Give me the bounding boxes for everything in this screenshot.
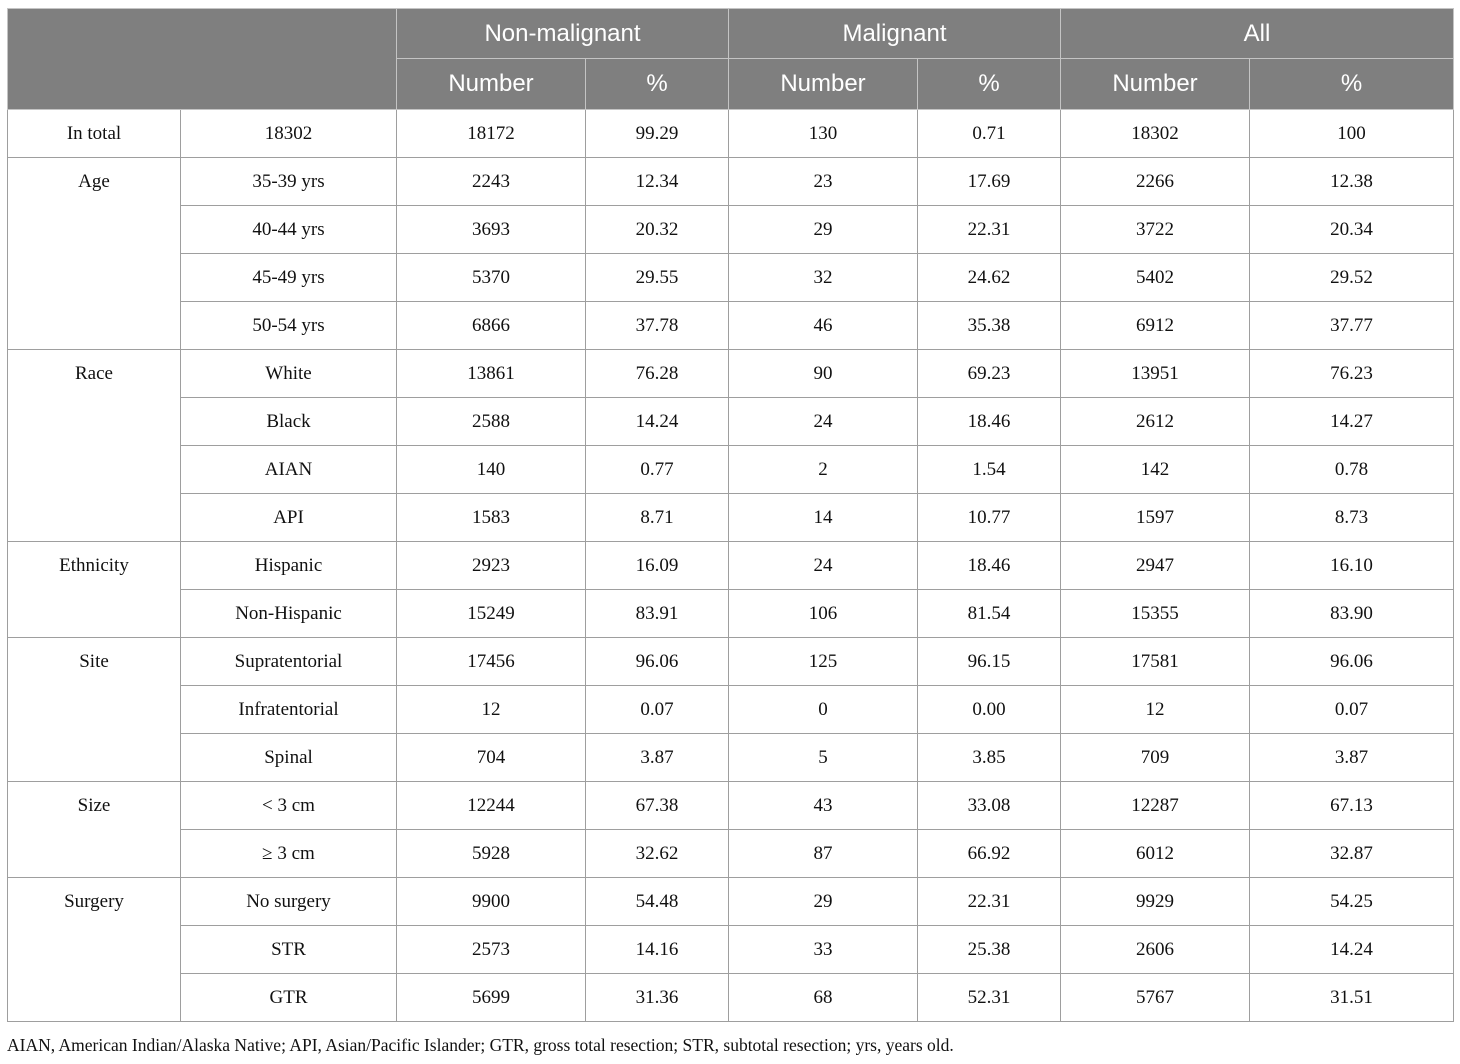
group-label-cell bbox=[8, 158, 181, 350]
group-label-cell bbox=[8, 638, 181, 782]
table-cell: 12244 bbox=[397, 782, 586, 830]
table-row bbox=[8, 446, 1454, 494]
table-cell: 6912 bbox=[1061, 302, 1250, 350]
table-cell: 67.38 bbox=[586, 782, 729, 830]
row-label: GTR bbox=[181, 974, 397, 1022]
table-cell: 43 bbox=[729, 782, 918, 830]
table-row bbox=[8, 782, 1454, 830]
table-cell: 0.71 bbox=[918, 110, 1061, 158]
table-cell: 9929 bbox=[1061, 878, 1250, 926]
header-percent: % bbox=[918, 59, 1061, 110]
group-label: Site bbox=[79, 651, 109, 672]
table-cell: 0.00 bbox=[918, 686, 1061, 734]
table-cell: 76.28 bbox=[586, 350, 729, 398]
table-cell: 5928 bbox=[397, 830, 586, 878]
row-label: 45-49 yrs bbox=[181, 254, 397, 302]
table-cell: 20.34 bbox=[1250, 206, 1454, 254]
table-footnote: AIAN, American Indian/Alaska Native; API, Asian/Pacific Islander; GTR, gross total resection; STR, subtotal resection; yrs, years old. bbox=[7, 1035, 954, 1055]
row-label: Infratentorial bbox=[181, 686, 397, 734]
table-row bbox=[8, 686, 1454, 734]
table-row bbox=[8, 830, 1454, 878]
table-cell: 24 bbox=[729, 542, 918, 590]
row-label: AIAN bbox=[181, 446, 397, 494]
row-label: Hispanic bbox=[181, 542, 397, 590]
header-percent: % bbox=[586, 59, 729, 110]
table-cell: 13861 bbox=[397, 350, 586, 398]
table-cell: 31.51 bbox=[1250, 974, 1454, 1022]
table-cell: 8.71 bbox=[586, 494, 729, 542]
table-cell: 22.31 bbox=[918, 878, 1061, 926]
table-cell: 2243 bbox=[397, 158, 586, 206]
table-cell: 25.38 bbox=[918, 926, 1061, 974]
row-label: 50-54 yrs bbox=[181, 302, 397, 350]
table-cell: 709 bbox=[1061, 734, 1250, 782]
table-body bbox=[8, 110, 1454, 1022]
table-cell: 15249 bbox=[397, 590, 586, 638]
table-cell: 5370 bbox=[397, 254, 586, 302]
table-cell: 18172 bbox=[397, 110, 586, 158]
group-label: Size bbox=[77, 795, 111, 816]
data-table bbox=[7, 8, 1454, 1022]
row-label: < 3 cm bbox=[181, 782, 397, 830]
row-label: STR bbox=[181, 926, 397, 974]
table-row bbox=[8, 158, 1454, 206]
table-cell: 83.90 bbox=[1250, 590, 1454, 638]
table-cell: 14.27 bbox=[1250, 398, 1454, 446]
table-cell: 140 bbox=[397, 446, 586, 494]
table-cell: 33.08 bbox=[918, 782, 1061, 830]
table-cell: 5 bbox=[729, 734, 918, 782]
table-cell: 8.73 bbox=[1250, 494, 1454, 542]
table-row bbox=[8, 638, 1454, 686]
table-cell: 31.36 bbox=[586, 974, 729, 1022]
table-cell: 704 bbox=[397, 734, 586, 782]
table-cell: 6012 bbox=[1061, 830, 1250, 878]
table-cell: 29.55 bbox=[586, 254, 729, 302]
row-label: ≥ 3 cm bbox=[181, 830, 397, 878]
row-label: 35-39 yrs bbox=[181, 158, 397, 206]
group-label: Surgery bbox=[64, 891, 124, 912]
table-cell: 29 bbox=[729, 878, 918, 926]
table-cell: 54.25 bbox=[1250, 878, 1454, 926]
table-row bbox=[8, 974, 1454, 1022]
table-cell: 17581 bbox=[1061, 638, 1250, 686]
table-cell: 29.52 bbox=[1250, 254, 1454, 302]
header-number: Number bbox=[1061, 59, 1250, 110]
header-malignant: Malignant bbox=[729, 9, 1061, 59]
table-cell: 3693 bbox=[397, 206, 586, 254]
table-cell: 99.29 bbox=[586, 110, 729, 158]
table-cell: 0.78 bbox=[1250, 446, 1454, 494]
table-cell: 2612 bbox=[1061, 398, 1250, 446]
table-cell: 0.07 bbox=[1250, 686, 1454, 734]
row-label: No surgery bbox=[181, 878, 397, 926]
table-cell: 1597 bbox=[1061, 494, 1250, 542]
table-cell: 23 bbox=[729, 158, 918, 206]
group-label: Age bbox=[78, 171, 110, 192]
table-row bbox=[8, 734, 1454, 782]
table-cell: 12 bbox=[1061, 686, 1250, 734]
table-cell: 15355 bbox=[1061, 590, 1250, 638]
table-cell: 1583 bbox=[397, 494, 586, 542]
table-cell: 3.87 bbox=[586, 734, 729, 782]
table-row bbox=[8, 494, 1454, 542]
table-cell: 20.32 bbox=[586, 206, 729, 254]
total-label: In total bbox=[8, 110, 181, 158]
group-label-cell bbox=[8, 878, 181, 1022]
table-cell: 2 bbox=[729, 446, 918, 494]
row-label: 40-44 yrs bbox=[181, 206, 397, 254]
table-cell: 90 bbox=[729, 350, 918, 398]
table-cell: 9900 bbox=[397, 878, 586, 926]
table-cell: 52.31 bbox=[918, 974, 1061, 1022]
header-all: All bbox=[1061, 9, 1454, 59]
table-cell: 125 bbox=[729, 638, 918, 686]
table-cell: 66.92 bbox=[918, 830, 1061, 878]
table-cell: 76.23 bbox=[1250, 350, 1454, 398]
table-cell: 96.06 bbox=[1250, 638, 1454, 686]
row-label: Supratentorial bbox=[181, 638, 397, 686]
table-cell: 130 bbox=[729, 110, 918, 158]
header-group-row bbox=[8, 9, 1454, 59]
table-cell: 17.69 bbox=[918, 158, 1061, 206]
table-row bbox=[8, 542, 1454, 590]
total-value: 18302 bbox=[181, 110, 397, 158]
table-cell: 32.87 bbox=[1250, 830, 1454, 878]
table-cell: 6866 bbox=[397, 302, 586, 350]
table-cell: 33 bbox=[729, 926, 918, 974]
table-cell: 14.16 bbox=[586, 926, 729, 974]
table-cell: 37.78 bbox=[586, 302, 729, 350]
table-cell: 2573 bbox=[397, 926, 586, 974]
table-cell: 3.85 bbox=[918, 734, 1061, 782]
table-cell: 46 bbox=[729, 302, 918, 350]
table-cell: 32 bbox=[729, 254, 918, 302]
header-number: Number bbox=[729, 59, 918, 110]
table-header bbox=[8, 9, 1454, 110]
row-label: White bbox=[181, 350, 397, 398]
table-cell: 18302 bbox=[1061, 110, 1250, 158]
table-cell: 24 bbox=[729, 398, 918, 446]
table-cell: 3.87 bbox=[1250, 734, 1454, 782]
table-cell: 13951 bbox=[1061, 350, 1250, 398]
table-cell: 16.10 bbox=[1250, 542, 1454, 590]
table-row bbox=[8, 590, 1454, 638]
table-cell: 24.62 bbox=[918, 254, 1061, 302]
table-cell: 2947 bbox=[1061, 542, 1250, 590]
table-cell: 29 bbox=[729, 206, 918, 254]
group-label: Ethnicity bbox=[59, 555, 129, 576]
table-row bbox=[8, 254, 1454, 302]
table-cell: 2606 bbox=[1061, 926, 1250, 974]
table-cell: 5402 bbox=[1061, 254, 1250, 302]
table-cell: 81.54 bbox=[918, 590, 1061, 638]
row-label: Black bbox=[181, 398, 397, 446]
table-cell: 14.24 bbox=[1250, 926, 1454, 974]
table-cell: 0.07 bbox=[586, 686, 729, 734]
table-cell: 3722 bbox=[1061, 206, 1250, 254]
table-cell: 96.06 bbox=[586, 638, 729, 686]
table-cell: 16.09 bbox=[586, 542, 729, 590]
table-row bbox=[8, 206, 1454, 254]
table-row bbox=[8, 398, 1454, 446]
group-label-cell bbox=[8, 350, 181, 542]
table-cell: 12 bbox=[397, 686, 586, 734]
header-number: Number bbox=[397, 59, 586, 110]
table-cell: 5699 bbox=[397, 974, 586, 1022]
table-cell: 54.48 bbox=[586, 878, 729, 926]
table-row bbox=[8, 926, 1454, 974]
table-cell: 12287 bbox=[1061, 782, 1250, 830]
table-cell: 2588 bbox=[397, 398, 586, 446]
table-row bbox=[8, 878, 1454, 926]
table-cell: 96.15 bbox=[918, 638, 1061, 686]
table-cell: 68 bbox=[729, 974, 918, 1022]
table-cell: 83.91 bbox=[586, 590, 729, 638]
table-cell: 18.46 bbox=[918, 542, 1061, 590]
table-cell: 1.54 bbox=[918, 446, 1061, 494]
table-row bbox=[8, 302, 1454, 350]
header-percent: % bbox=[1250, 59, 1454, 110]
table-cell: 14 bbox=[729, 494, 918, 542]
table-cell: 106 bbox=[729, 590, 918, 638]
table-cell: 0 bbox=[729, 686, 918, 734]
table-cell: 35.38 bbox=[918, 302, 1061, 350]
table-cell: 5767 bbox=[1061, 974, 1250, 1022]
table-cell: 100 bbox=[1250, 110, 1454, 158]
table-cell: 14.24 bbox=[586, 398, 729, 446]
row-label: Spinal bbox=[181, 734, 397, 782]
table-cell: 32.62 bbox=[586, 830, 729, 878]
table-cell: 2266 bbox=[1061, 158, 1250, 206]
table-cell: 142 bbox=[1061, 446, 1250, 494]
row-label: Non-Hispanic bbox=[181, 590, 397, 638]
group-label-cell bbox=[8, 542, 181, 638]
header-corner-cell bbox=[8, 9, 397, 110]
group-label-cell bbox=[8, 782, 181, 878]
table-cell: 12.38 bbox=[1250, 158, 1454, 206]
table-cell: 17456 bbox=[397, 638, 586, 686]
table-cell: 2923 bbox=[397, 542, 586, 590]
table-cell: 10.77 bbox=[918, 494, 1061, 542]
table-cell: 0.77 bbox=[586, 446, 729, 494]
table-cell: 87 bbox=[729, 830, 918, 878]
group-label: Race bbox=[75, 363, 113, 384]
table-cell: 18.46 bbox=[918, 398, 1061, 446]
table-cell: 37.77 bbox=[1250, 302, 1454, 350]
row-label: API bbox=[181, 494, 397, 542]
table-row bbox=[8, 350, 1454, 398]
table-cell: 67.13 bbox=[1250, 782, 1454, 830]
table-cell: 69.23 bbox=[918, 350, 1061, 398]
header-non-malignant: Non-malignant bbox=[397, 9, 729, 59]
table-cell: 22.31 bbox=[918, 206, 1061, 254]
table-row-total bbox=[8, 110, 1454, 158]
table-cell: 12.34 bbox=[586, 158, 729, 206]
